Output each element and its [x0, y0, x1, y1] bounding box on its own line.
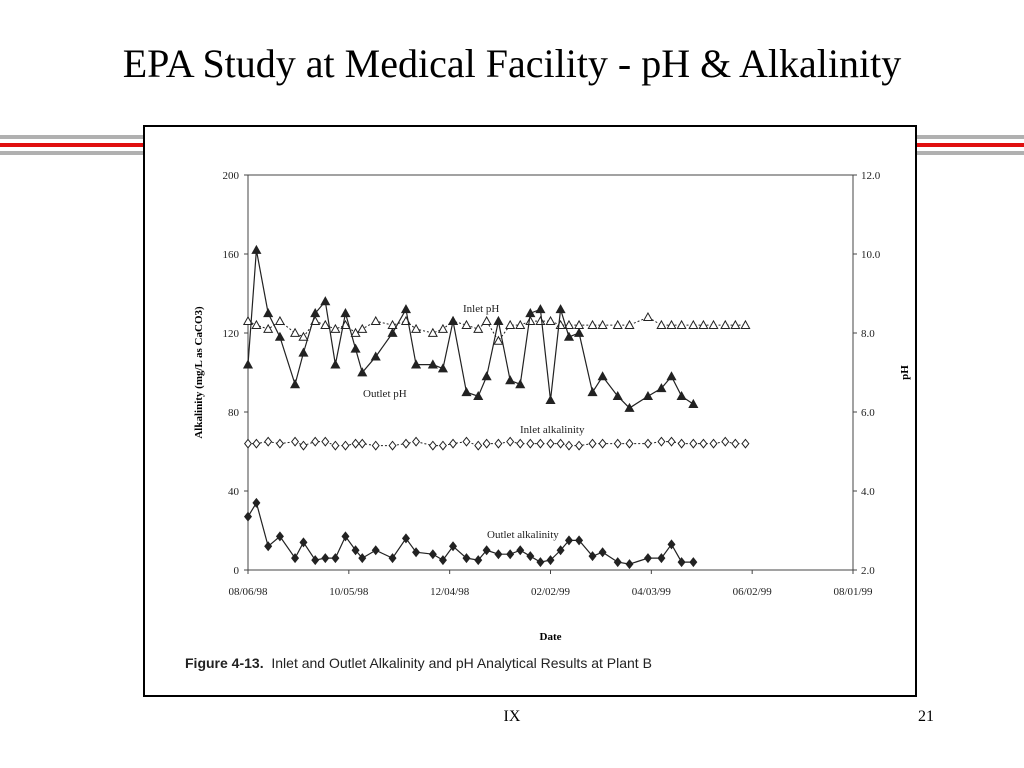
data-point-inlet-alkalinity	[483, 439, 490, 447]
data-point-inlet-alkalinity	[537, 439, 544, 447]
rule-gray-left-bottom	[0, 151, 143, 155]
data-point-outlet-ph	[588, 388, 596, 396]
data-point-inlet-alkalinity	[547, 439, 554, 447]
rule-gray-right-top	[915, 135, 1024, 139]
data-point-inlet-alkalinity	[300, 441, 307, 449]
y2-tick-label: 12.0	[861, 170, 881, 182]
data-point-inlet-ph	[299, 333, 307, 341]
data-point-outlet-ph	[321, 297, 329, 305]
data-point-outlet-ph	[291, 380, 299, 388]
data-point-inlet-alkalinity	[332, 441, 339, 449]
data-point-inlet-alkalinity	[599, 439, 606, 447]
data-point-outlet-alkalinity	[690, 558, 697, 566]
data-point-outlet-alkalinity	[322, 554, 329, 562]
data-point-inlet-ph	[667, 321, 675, 329]
annotation-inlet-alkalinity: Inlet alkalinity	[520, 424, 585, 436]
data-point-inlet-alkalinity	[450, 439, 457, 447]
data-point-outlet-ph	[689, 400, 697, 408]
figure-caption	[185, 655, 652, 671]
data-point-inlet-alkalinity	[722, 437, 729, 445]
data-point-outlet-ph	[644, 392, 652, 400]
annotation-outlet-ph: Outlet pH	[363, 388, 407, 400]
data-point-outlet-alkalinity	[495, 550, 502, 558]
data-point-inlet-alkalinity	[507, 437, 514, 445]
data-point-inlet-alkalinity	[413, 437, 420, 445]
data-point-inlet-ph	[276, 317, 284, 325]
data-point-inlet-alkalinity	[389, 441, 396, 449]
data-point-inlet-alkalinity	[589, 439, 596, 447]
data-point-inlet-alkalinity	[576, 441, 583, 449]
data-point-inlet-alkalinity	[495, 439, 502, 447]
rule-gray-left-top	[0, 135, 143, 139]
data-point-outlet-ph	[536, 305, 544, 313]
data-point-inlet-alkalinity	[527, 439, 534, 447]
data-point-inlet-alkalinity	[566, 441, 573, 449]
data-point-inlet-alkalinity	[292, 437, 299, 445]
data-point-outlet-alkalinity	[517, 546, 524, 554]
y-tick-label: 120	[222, 328, 239, 340]
data-point-inlet-ph	[439, 325, 447, 333]
data-point-inlet-alkalinity	[626, 439, 633, 447]
data-point-inlet-alkalinity	[342, 441, 349, 449]
figure-caption-text: Inlet and Outlet Alkalinity and pH Analytical Results at Plant B	[271, 655, 652, 671]
x-tick-label: 08/06/98	[228, 586, 268, 598]
data-point-inlet-alkalinity	[742, 439, 749, 447]
data-point-outlet-ph	[341, 309, 349, 317]
data-point-inlet-ph	[429, 329, 437, 337]
data-point-inlet-alkalinity	[700, 439, 707, 447]
data-point-outlet-ph	[575, 329, 583, 337]
data-point-inlet-alkalinity	[359, 439, 366, 447]
data-point-inlet-ph	[482, 317, 490, 325]
data-point-outlet-ph	[331, 360, 339, 368]
data-point-outlet-ph	[449, 317, 457, 325]
y-axis-label: Alkalinity (mg/L as CaCO3)	[193, 306, 205, 439]
data-point-inlet-alkalinity	[710, 439, 717, 447]
data-point-outlet-ph	[482, 372, 490, 380]
data-point-inlet-ph	[741, 321, 749, 329]
y2-tick-label: 10.0	[861, 249, 881, 261]
data-point-inlet-alkalinity	[517, 439, 524, 447]
x-tick-label: 06/02/99	[732, 586, 772, 598]
y2-tick-label: 4.0	[861, 486, 875, 498]
x-tick-label: 12/04/98	[430, 586, 470, 598]
y-tick-label: 200	[222, 170, 239, 182]
data-point-inlet-alkalinity	[352, 439, 359, 447]
data-point-outlet-alkalinity	[265, 542, 272, 550]
page-number: 21	[918, 708, 934, 725]
data-point-inlet-alkalinity	[440, 441, 447, 449]
data-point-inlet-alkalinity	[277, 439, 284, 447]
data-point-outlet-alkalinity	[626, 560, 633, 568]
annotation-outlet-alkalinity: Outlet alkalinity	[487, 529, 559, 541]
data-point-inlet-alkalinity	[403, 439, 410, 447]
data-point-outlet-alkalinity	[599, 548, 606, 556]
data-point-outlet-ph	[351, 345, 359, 353]
data-point-inlet-ph	[358, 325, 366, 333]
data-point-inlet-alkalinity	[658, 437, 665, 445]
data-point-inlet-alkalinity	[265, 437, 272, 445]
x-tick-label: 08/01/99	[833, 586, 873, 598]
figure-frame	[143, 125, 917, 697]
data-point-inlet-alkalinity	[312, 437, 319, 445]
data-point-outlet-ph	[276, 333, 284, 341]
x-axis-label: Date	[539, 631, 562, 643]
data-point-outlet-ph	[299, 349, 307, 357]
data-point-outlet-alkalinity	[645, 554, 652, 562]
y2-axis-label: pH	[899, 365, 911, 380]
data-point-outlet-ph	[667, 372, 675, 380]
y-tick-label: 80	[228, 407, 239, 419]
data-point-outlet-ph	[565, 333, 573, 341]
data-point-outlet-ph	[372, 353, 380, 361]
y2-tick-label: 6.0	[861, 407, 875, 419]
data-point-inlet-alkalinity	[253, 439, 260, 447]
data-point-inlet-alkalinity	[645, 439, 652, 447]
series-line-outlet-ph	[248, 250, 693, 408]
data-point-outlet-ph	[598, 372, 606, 380]
data-point-inlet-ph	[291, 329, 299, 337]
data-point-outlet-ph	[252, 246, 260, 254]
rule-gray-right-bottom	[915, 151, 1024, 155]
data-point-inlet-alkalinity	[430, 441, 437, 449]
x-tick-label: 04/03/99	[631, 586, 671, 598]
data-point-outlet-ph	[264, 309, 272, 317]
y2-tick-label: 2.0	[861, 565, 875, 577]
footer-section-label: IX	[503, 708, 521, 725]
rule-red-right	[915, 143, 1024, 147]
data-point-inlet-alkalinity	[463, 437, 470, 445]
data-point-inlet-alkalinity	[245, 439, 252, 447]
data-point-outlet-alkalinity	[372, 546, 379, 554]
data-point-inlet-alkalinity	[372, 441, 379, 449]
x-tick-label: 10/05/98	[329, 586, 369, 598]
data-point-outlet-ph	[526, 309, 534, 317]
data-point-inlet-alkalinity	[614, 439, 621, 447]
slide-title: EPA Study at Medical Facility - pH & Alkalinity	[122, 41, 902, 86]
figure-caption-label: Figure 4-13.	[185, 655, 264, 671]
y-tick-label: 40	[228, 486, 239, 498]
data-point-outlet-alkalinity	[527, 552, 534, 560]
y2-tick-label: 8.0	[861, 328, 875, 340]
data-point-outlet-alkalinity	[507, 550, 514, 558]
data-point-outlet-ph	[506, 376, 514, 384]
y-tick-label: 160	[222, 249, 239, 261]
data-point-outlet-ph	[462, 388, 470, 396]
data-point-inlet-alkalinity	[557, 439, 564, 447]
data-point-inlet-alkalinity	[322, 437, 329, 445]
data-point-inlet-ph	[372, 317, 380, 325]
data-point-outlet-ph	[546, 396, 554, 404]
data-point-outlet-ph	[516, 380, 524, 388]
data-point-outlet-ph	[556, 305, 564, 313]
series-line-outlet-alkalinity	[248, 503, 693, 564]
data-point-outlet-alkalinity	[614, 558, 621, 566]
data-point-outlet-ph	[677, 392, 685, 400]
data-point-outlet-alkalinity	[463, 554, 470, 562]
data-point-inlet-ph	[526, 317, 534, 325]
data-point-inlet-ph	[412, 325, 420, 333]
data-point-inlet-ph	[264, 325, 272, 333]
data-point-inlet-ph	[252, 321, 260, 329]
data-point-inlet-alkalinity	[668, 437, 675, 445]
x-tick-label: 02/02/99	[530, 586, 571, 598]
data-point-inlet-alkalinity	[690, 439, 697, 447]
data-point-inlet-alkalinity	[475, 441, 482, 449]
data-point-outlet-alkalinity	[537, 558, 544, 566]
data-point-inlet-ph	[644, 313, 652, 321]
data-point-inlet-ph	[331, 325, 339, 333]
data-point-inlet-alkalinity	[678, 439, 685, 447]
data-point-outlet-ph	[244, 360, 252, 368]
annotation-inlet-ph: Inlet pH	[463, 303, 500, 315]
rule-red-left	[0, 143, 143, 147]
data-point-outlet-alkalinity	[430, 550, 437, 558]
plot-area	[248, 175, 853, 570]
data-point-outlet-ph	[402, 305, 410, 313]
data-point-outlet-ph	[439, 364, 447, 372]
data-point-outlet-alkalinity	[332, 554, 339, 562]
data-point-outlet-ph	[388, 329, 396, 337]
y-tick-label: 0	[233, 565, 239, 577]
chart	[145, 127, 915, 695]
data-point-outlet-ph	[494, 317, 502, 325]
data-point-inlet-alkalinity	[732, 439, 739, 447]
